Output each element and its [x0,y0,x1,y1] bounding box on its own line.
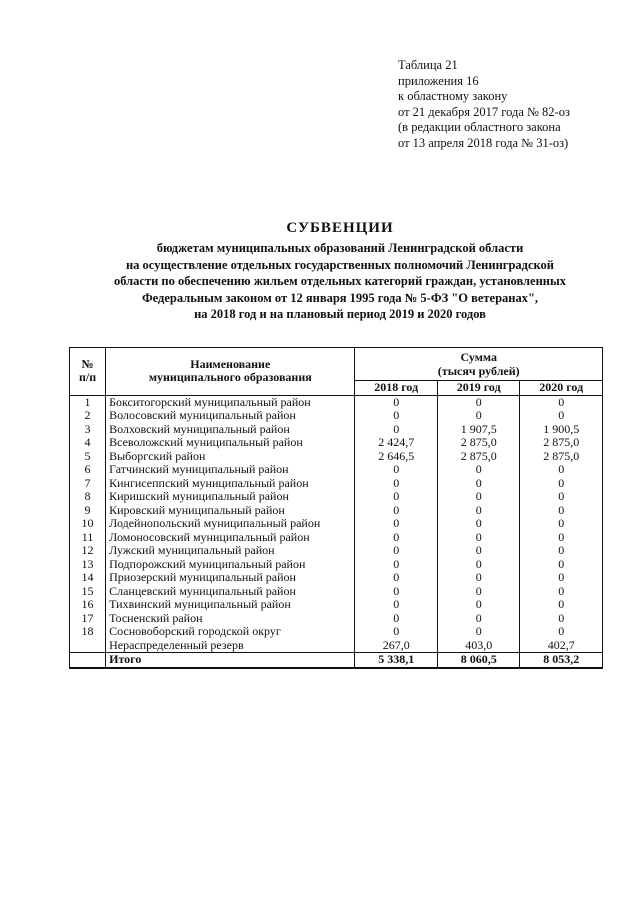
header-name [106,348,355,396]
value-2019: 0 [437,409,519,423]
note-line: Таблица 21 [398,58,458,72]
table-row [70,395,603,409]
value-2018: 0 [355,598,437,612]
municipality-name: Бокситогорский муниципальный район [106,395,355,409]
header-year-2018: 2018 год [355,381,437,396]
value-2020: 2 875,0 [520,436,603,450]
value-2019: 1 907,5 [437,423,519,437]
note-line: к областному закону [398,89,508,103]
row-number [70,639,106,653]
value-2018: 0 [355,558,437,572]
value-2018: 0 [355,409,437,423]
value-2020: 0 [520,409,603,423]
row-number: 8 [70,490,106,504]
row-number: 5 [70,450,106,464]
municipality-name: Кировский муниципальный район [106,504,355,518]
row-number: 1 [70,395,106,409]
total-2018: 5 338,1 [355,653,437,668]
value-2019: 0 [437,517,519,531]
table-row [70,639,603,653]
table-row [70,598,603,612]
table-row [70,477,603,491]
note-line: от 21 декабря 2017 года № 82-оз [398,104,570,119]
table-row [70,544,603,558]
row-number: 18 [70,625,106,639]
municipality-name: Волховский муниципальный район [106,423,355,437]
header-num [70,348,106,396]
row-number: 2 [70,409,106,423]
value-2018: 0 [355,517,437,531]
value-2018: 0 [355,571,437,585]
value-2019: 0 [437,612,519,626]
table-row [70,450,603,464]
row-number: 13 [70,558,106,572]
row-number: 7 [70,477,106,491]
header-year-2020: 2020 год [520,381,603,396]
value-2018: 0 [355,531,437,545]
header-num-line2: п/п [78,370,97,385]
row-number: 16 [70,598,106,612]
municipality-name: Ломоносовский муниципальный район [106,531,355,545]
header-name-line2: муниципального образования [148,370,312,385]
table-row [70,490,603,504]
value-2019: 0 [437,395,519,409]
value-2020: 0 [520,612,603,626]
value-2019: 0 [437,490,519,504]
note-line: (в редакции областного закона [398,120,561,134]
title-line: Федеральным законом от 12 января 1995 года № 5-ФЗ "О ветеранах", [141,290,539,305]
total-num-cell [70,653,106,668]
value-2020: 0 [520,517,603,531]
table-row [70,571,603,585]
value-2018: 0 [355,585,437,599]
appendix-note [398,58,570,151]
table-row [70,558,603,572]
value-2020: 0 [520,571,603,585]
row-number: 3 [70,423,106,437]
value-2018: 0 [355,490,437,504]
value-2018: 2 646,5 [355,450,437,464]
table-row [70,436,603,450]
total-row [70,653,603,668]
value-2019: 0 [437,544,519,558]
value-2019: 0 [437,585,519,599]
header-sum-line2: (тысяч рублей) [437,363,520,378]
municipality-name: Гатчинский муниципальный район [106,463,355,477]
value-2019: 0 [437,463,519,477]
municipality-name: Сосновоборский городской округ [106,625,355,639]
table-row [70,585,603,599]
note-line: приложения 16 [398,73,479,88]
municipality-name: Киришский муниципальный район [106,490,355,504]
value-2018: 0 [355,423,437,437]
municipality-name: Тихвинский муниципальный район [106,598,355,612]
row-number: 12 [70,544,106,558]
municipality-name: Кингисеппский муниципальный район [106,477,355,491]
municipality-name: Выборгский район [106,450,355,464]
municipality-name: Лодейнопольский муниципальный район [106,517,355,531]
value-2018: 267,0 [355,639,437,653]
title-line: на осуществление отдельных государственных полномочий Ленинградской [125,257,555,272]
value-2020: 2 875,0 [520,450,603,464]
value-2018: 0 [355,544,437,558]
value-2018: 0 [355,612,437,626]
value-2019: 0 [437,598,519,612]
header-name-line1: Наименование [190,356,271,371]
municipality-name: Подпорожский муниципальный район [106,558,355,572]
value-2019: 0 [437,531,519,545]
municipality-name: Сланцевский муниципальный район [106,585,355,599]
title-main: СУБВЕНЦИИ [286,220,394,236]
value-2019: 0 [437,558,519,572]
header-sum-line1: Сумма [460,350,497,364]
value-2018: 0 [355,395,437,409]
table-row [70,504,603,518]
row-number: 4 [70,436,106,450]
value-2019: 0 [437,625,519,639]
value-2020: 0 [520,477,603,491]
title-line: области по обеспечению жильем отдельных категорий граждан, установленных [113,274,567,288]
row-number: 9 [70,504,106,518]
row-number: 15 [70,585,106,599]
value-2020: 0 [520,598,603,612]
value-2020: 0 [520,463,603,477]
subsidy-table [69,347,603,669]
row-number: 14 [70,571,106,585]
municipality-name: Всеволожский муниципальный район [106,436,355,450]
value-2020: 402,7 [520,639,603,653]
value-2020: 1 900,5 [520,423,603,437]
municipality-name: Приозерский муниципальный район [106,571,355,585]
municipality-name: Волосовский муниципальный район [106,409,355,423]
row-number: 6 [70,463,106,477]
value-2019: 0 [437,477,519,491]
total-2019: 8 060,5 [437,653,519,668]
table-row [70,517,603,531]
row-number: 17 [70,612,106,626]
value-2020: 0 [520,544,603,558]
value-2019: 2 875,0 [437,450,519,464]
municipality-name: Тосненский район [106,612,355,626]
title-line: бюджетам муниципальных образований Ленинградской области [156,241,524,255]
value-2020: 0 [520,490,603,504]
title-line: на 2018 год и на плановый период 2019 и 2020 годов [194,307,486,321]
value-2019: 0 [437,571,519,585]
value-2018: 0 [355,477,437,491]
document-title [60,220,620,323]
municipality-name: Лужский муниципальный район [106,544,355,558]
table-row [70,463,603,477]
header-num-line1: № [81,356,94,371]
total-label: Итого [106,653,355,668]
value-2020: 0 [520,531,603,545]
value-2020: 0 [520,504,603,518]
value-2018: 0 [355,504,437,518]
table-row [70,625,603,639]
value-2019: 2 875,0 [437,436,519,450]
value-2018: 0 [355,463,437,477]
row-number: 11 [70,531,106,545]
table-row [70,612,603,626]
value-2019: 0 [437,504,519,518]
header-year-2019: 2019 год [437,381,519,396]
value-2020: 0 [520,558,603,572]
municipality-name: Нераспределенный резерв [106,639,355,653]
value-2018: 0 [355,625,437,639]
table-row [70,423,603,437]
value-2019: 403,0 [437,639,519,653]
table-row [70,531,603,545]
note-line: от 13 апреля 2018 года № 31-оз) [398,135,569,150]
total-2020: 8 053,2 [520,653,603,668]
value-2020: 0 [520,395,603,409]
value-2020: 0 [520,585,603,599]
header-sum [355,348,603,381]
value-2018: 2 424,7 [355,436,437,450]
value-2020: 0 [520,625,603,639]
table-row [70,409,603,423]
row-number: 10 [70,517,106,531]
